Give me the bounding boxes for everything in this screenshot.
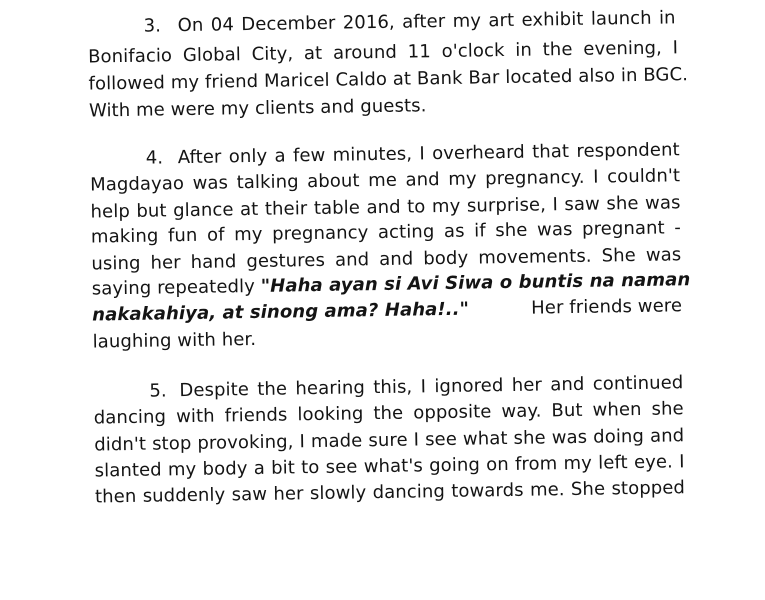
- paragraph-5-number: 5.: [149, 380, 167, 402]
- quote-part-2: nakakahiya, at sinong ama? Haha!..": [92, 298, 470, 326]
- quote-part-1: "Haha ayan si Avi Siwa o buntis na naman: [260, 269, 691, 297]
- paragraph-4-line-4: making fun of my pregnancy acting as if she was pregnant -: [90, 217, 682, 248]
- paragraph-4-line-2: Magdayao was talking about me and my pregnancy. I couldn't: [89, 165, 681, 196]
- paragraph-3-line-2: Bonifacio Global City, at around 11 o'clock in the evening, I: [87, 37, 679, 68]
- paragraph-3-line-4: With me were my clients and guests.: [88, 95, 427, 122]
- paragraph-4-line-7: [92, 295, 682, 326]
- paragraph-3-line-3: followed my friend Maricel Caldo at Bank Bar located also in BGC.: [88, 64, 689, 95]
- paragraph-4-line-1: After only a few minutes, I overheard that respondent: [177, 139, 680, 169]
- paragraph-4-line-5: using her hand gestures and and body movements. She was: [91, 244, 682, 275]
- paragraph-4-number: 4.: [145, 147, 164, 169]
- paragraph-4-last-line: laughing with her.: [92, 328, 257, 353]
- paragraph-5-line-3: didn't stop provoking, I made sure I see what she was doing and: [94, 425, 685, 456]
- paragraph-5-line-5: then suddenly saw her slowly dancing towards me. She stopped: [94, 477, 686, 508]
- paragraph-3-line-1: On 04 December 2016, after my art exhibit launch in: [177, 7, 676, 37]
- line-7-suffix: Her friends were: [525, 295, 683, 319]
- paragraph-3-number: 3.: [143, 15, 162, 37]
- paragraph-3: [0, 0, 760, 122]
- paragraph-4-line-3: help but glance at their table and to my surprise, I saw she was: [90, 192, 681, 223]
- line-6-prefix: saying repeatedly: [91, 275, 261, 300]
- paragraph-5-line-2: dancing with friends looking the opposite way. But when she: [93, 398, 684, 429]
- paragraph-5-line-4: slanted my body a bit to see what's going on from my left eye. I: [94, 451, 685, 482]
- paragraph-5-line-1: Despite the hearing this, I ignored her and continued: [179, 372, 684, 402]
